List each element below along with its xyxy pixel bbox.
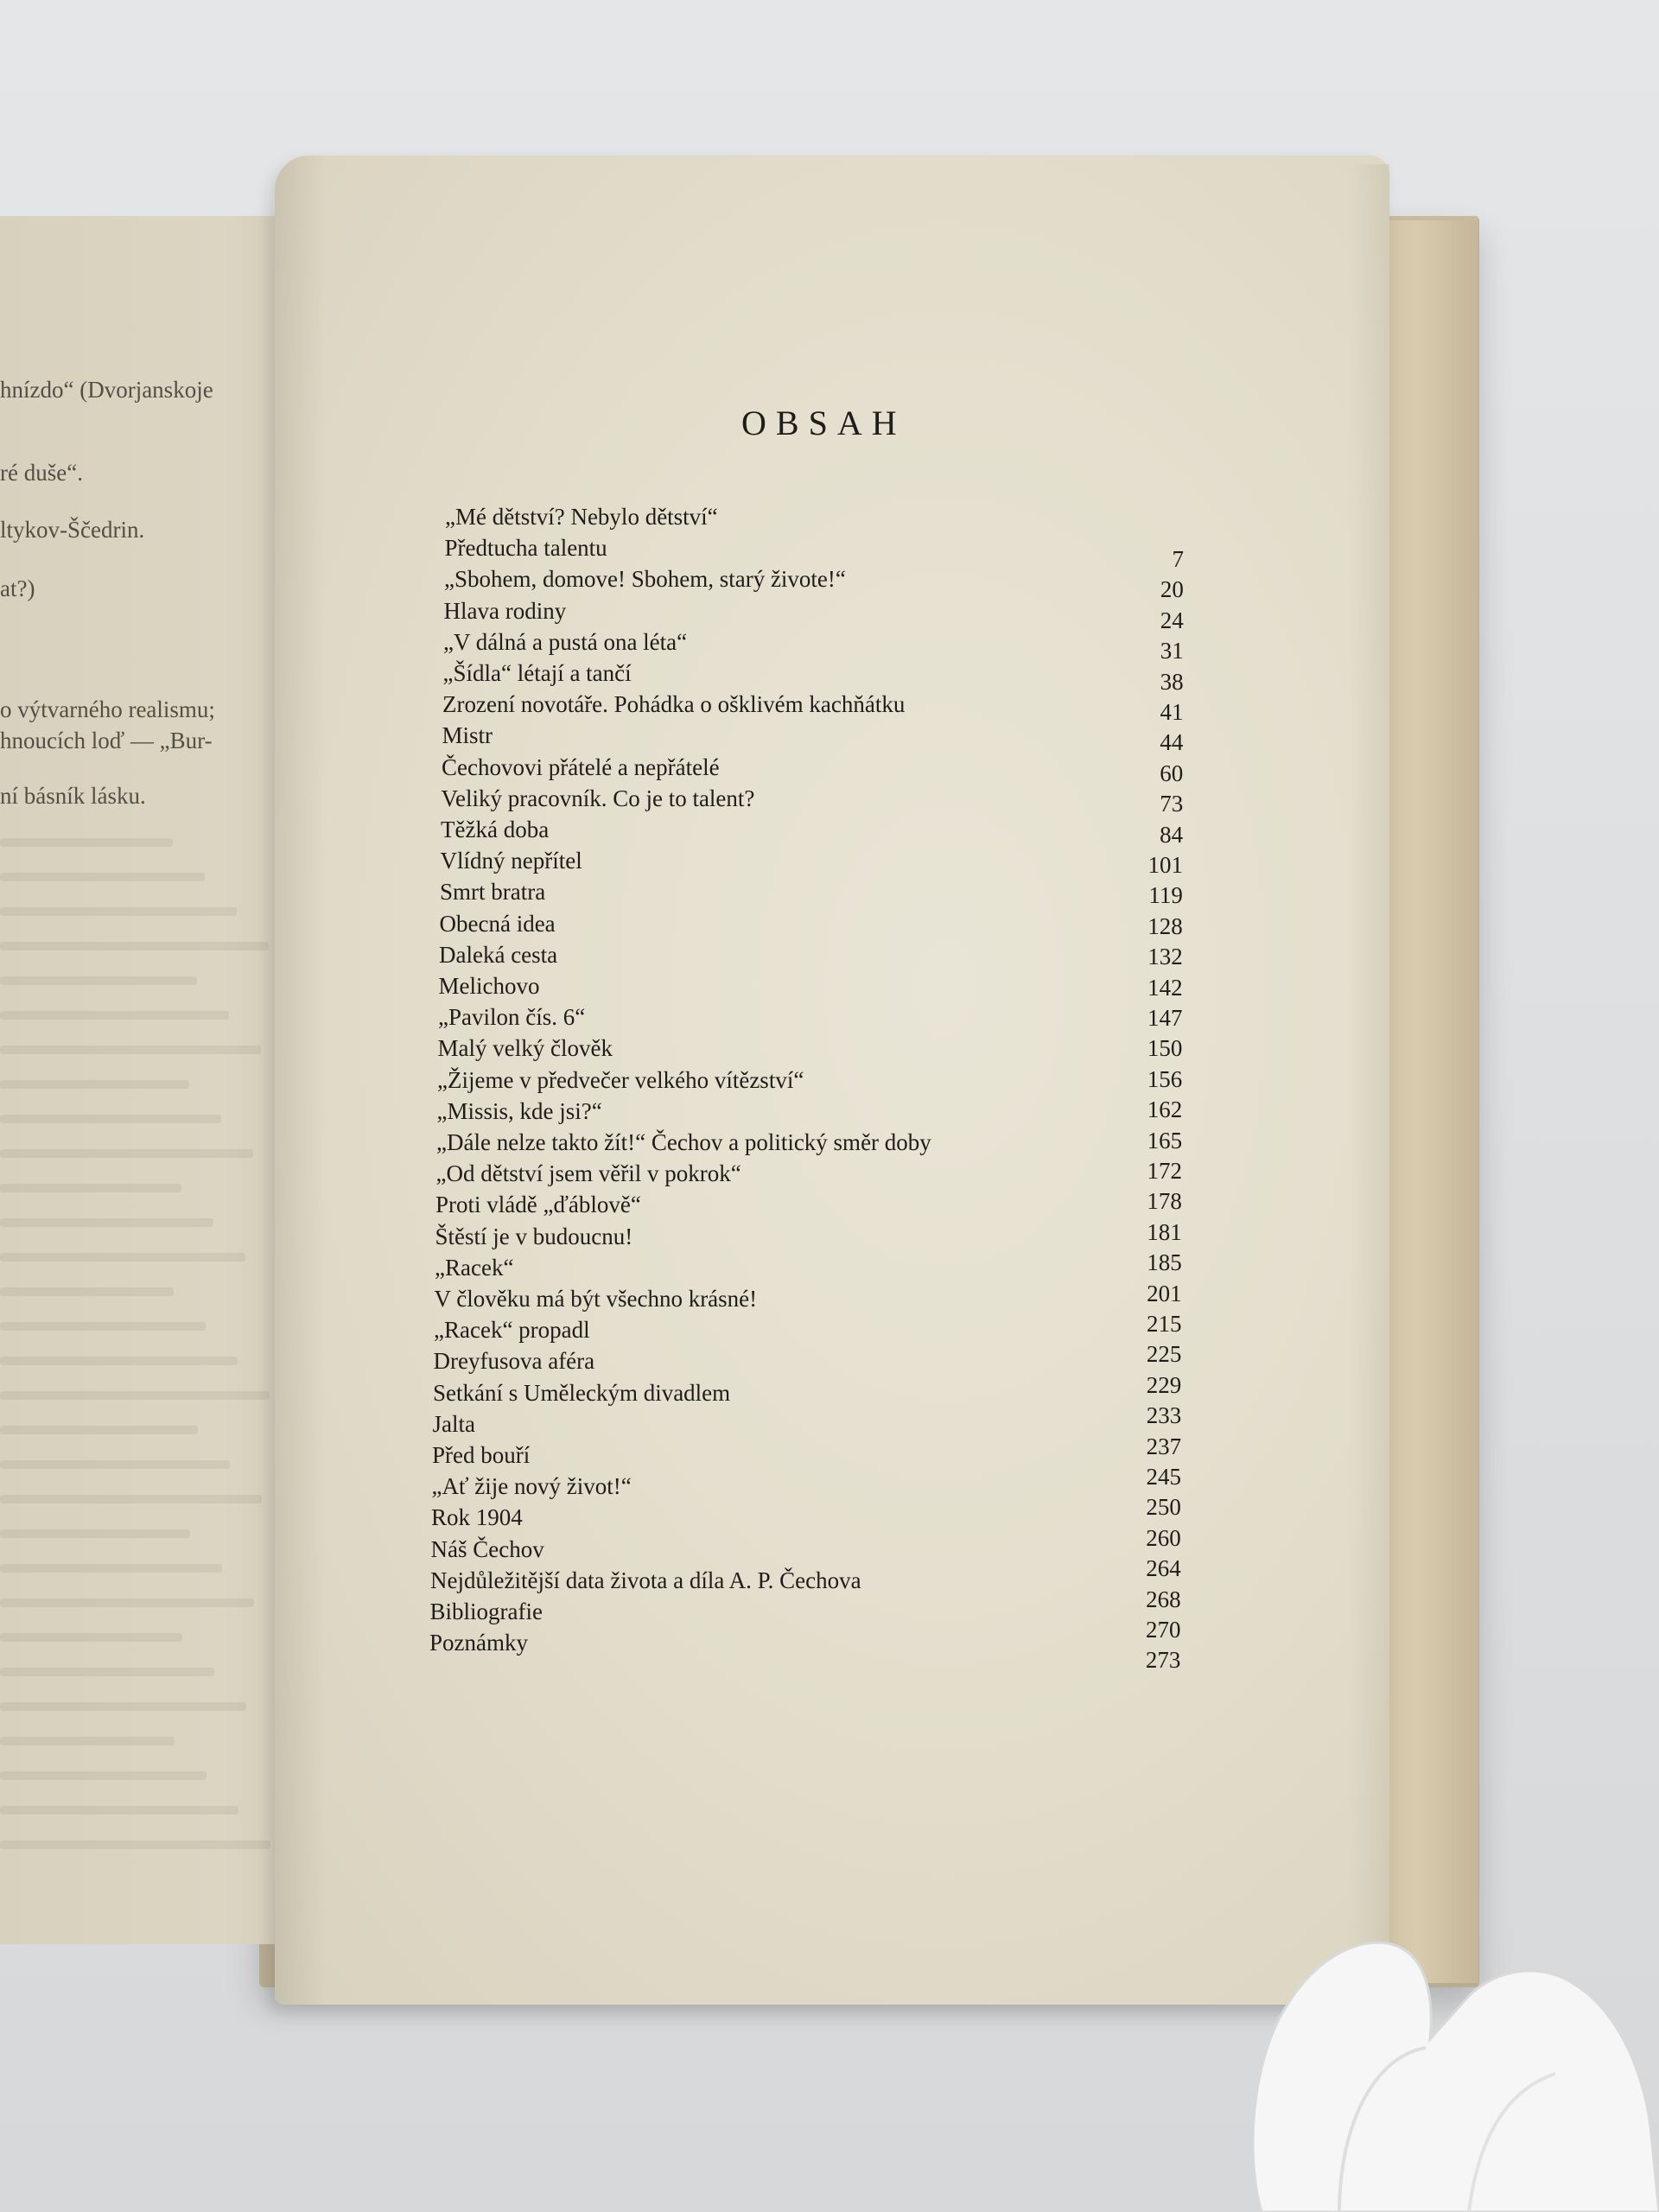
- left-page-line: at?): [0, 575, 35, 601]
- toc-entry-page: 147: [1147, 1005, 1183, 1031]
- toc-entry-page: 41: [1160, 699, 1184, 725]
- gloved-hand: [1210, 1901, 1659, 2212]
- toc-entry-page: 162: [1147, 1096, 1183, 1123]
- show-through-line: [0, 1529, 190, 1538]
- toc-entry-title: Mistr: [442, 722, 493, 749]
- toc-entry-title: „Pavilon čís. 6“: [438, 1004, 586, 1031]
- toc-entry-title: Veliký pracovník. Co je to talent?: [441, 785, 755, 811]
- toc-entry-page: 60: [1160, 760, 1184, 786]
- toc-entry-title: „Mé dětství? Nebylo dětství“: [445, 504, 718, 530]
- toc-entry-title: Rok 1904: [431, 1504, 523, 1531]
- toc-heading: OBSAH: [741, 404, 906, 442]
- toc-entry-page: 165: [1147, 1127, 1183, 1154]
- show-through-line: [0, 1495, 262, 1503]
- toc-entry-title: Hlava rodiny: [443, 597, 567, 624]
- toc-entry-title: „Racek“ propadl: [434, 1317, 590, 1344]
- toc-entry-title: Jalta: [432, 1410, 475, 1437]
- show-through-line: [0, 1391, 270, 1400]
- show-through-line: [0, 1564, 222, 1573]
- show-through-line: [0, 1322, 206, 1331]
- toc-entry-title: Čechovovi přátelé a nepřátelé: [442, 753, 720, 780]
- show-through-line: [0, 1218, 213, 1227]
- toc-entry-title: Náš Čechov: [430, 1535, 544, 1562]
- show-through-line: [0, 1460, 230, 1469]
- toc-entry-title: „Ať žije nový život!“: [431, 1473, 632, 1500]
- toc-entry-page: 132: [1147, 944, 1183, 970]
- left-page: [0, 216, 320, 1944]
- toc-entry-title: „Missis, kde jsi?“: [436, 1097, 602, 1124]
- show-through-line: [0, 1599, 254, 1607]
- toc-entry-page: 229: [1146, 1371, 1182, 1398]
- toc-entry-page: 237: [1146, 1433, 1182, 1459]
- toc-entry-page: 20: [1160, 576, 1184, 603]
- toc-entry-page: 119: [1148, 882, 1183, 909]
- left-page-line: hnízdo“ (Dvorjanskoje: [0, 377, 213, 403]
- show-through-line: [0, 1668, 214, 1676]
- toc-entry-title: Setkání s Uměleckým divadlem: [433, 1379, 731, 1406]
- show-through-line: [0, 1702, 246, 1711]
- toc-entry-title: „V dálná a pustá ona léta“: [443, 628, 688, 655]
- toc-entry-page: 142: [1147, 974, 1183, 1001]
- show-through-line: [0, 1011, 229, 1020]
- show-through-line: [0, 1737, 175, 1745]
- toc-entry-page: 233: [1146, 1402, 1182, 1429]
- show-through-line: [0, 1633, 182, 1642]
- toc-entry-page: 150: [1147, 1035, 1183, 1062]
- toc-entry-page: 24: [1160, 607, 1184, 633]
- toc-entry-title: Poznámky: [429, 1630, 528, 1656]
- page-edge-shadow: [1348, 164, 1389, 1996]
- toc-entry-title: Obecná idea: [439, 910, 556, 937]
- toc-entry-title: „Sbohem, domove! Sbohem, starý živote!“: [444, 566, 846, 593]
- left-page-line: ní básník lásku.: [0, 783, 146, 809]
- toc-entry-title: „Racek“: [435, 1254, 514, 1281]
- toc-entry-title: Malý velký člověk: [437, 1035, 613, 1062]
- toc-entry-page: 101: [1147, 852, 1183, 878]
- cover-spine-edge: [1374, 220, 1478, 1983]
- toc-entry-page: 250: [1146, 1494, 1181, 1521]
- toc-entry-page: 225: [1146, 1341, 1182, 1368]
- toc-entry-page: 84: [1160, 821, 1184, 848]
- show-through-line: [0, 1840, 270, 1849]
- left-page-line: ré duše“.: [0, 460, 83, 486]
- show-through-line: [0, 1287, 174, 1296]
- toc-entry-page: 268: [1146, 1586, 1181, 1612]
- toc-entry-title: Nejdůležitější data života a díla A. P. Čechova: [430, 1567, 861, 1593]
- show-through-line: [0, 976, 197, 985]
- toc-entry-page: 178: [1147, 1188, 1182, 1215]
- show-through-line: [0, 838, 173, 847]
- toc-entry-title: Předtucha talentu: [444, 535, 607, 562]
- toc-entry-title: „Od dětství jsem věřil v pokrok“: [435, 1160, 741, 1187]
- toc-entry-page: 44: [1160, 729, 1184, 756]
- toc-entry-title: Dreyfusova aféra: [433, 1348, 595, 1375]
- toc-entry-title: „Dále nelze takto žít!“ Čechov a politický směr doby: [436, 1129, 931, 1155]
- toc-entry-page: 181: [1147, 1218, 1182, 1245]
- show-through-line: [0, 873, 205, 881]
- show-through-line: [0, 1184, 181, 1192]
- toc-entry-page: 264: [1146, 1555, 1181, 1582]
- show-through-line: [0, 1115, 221, 1123]
- toc-entry-title: Melichovo: [438, 973, 540, 999]
- toc-entry-page: 273: [1145, 1647, 1181, 1674]
- left-page-line: o výtvarného realismu;: [0, 696, 215, 722]
- toc-entry-title: Před bouří: [432, 1442, 531, 1468]
- toc-entry-page: 128: [1147, 912, 1183, 939]
- toc-entry-page: 31: [1160, 638, 1184, 664]
- toc-entry-title: „Žijeme v předvečer velkého vítězství“: [437, 1066, 804, 1093]
- show-through-line: [0, 1771, 207, 1780]
- toc-entry-page: 172: [1147, 1158, 1182, 1184]
- toc-entry-title: Těžká doba: [441, 817, 550, 842]
- toc-entry-title: Bibliografie: [429, 1599, 543, 1624]
- left-page-line: ltykov-Ščedrin.: [0, 517, 145, 543]
- toc-entry-title: Daleká cesta: [439, 941, 558, 968]
- toc-entry-page: 7: [1172, 546, 1184, 572]
- toc-entry-page: 156: [1147, 1065, 1183, 1092]
- toc-entry-page: 215: [1147, 1311, 1182, 1337]
- toc-entry-title: Smrt bratra: [440, 879, 546, 906]
- toc-entry-title: „Šídla“ létají a tančí: [442, 660, 632, 686]
- show-through-line: [0, 1149, 253, 1158]
- toc-entry-page: 73: [1160, 791, 1184, 817]
- toc-entry-page: 245: [1146, 1464, 1181, 1490]
- show-through-line: [0, 907, 237, 916]
- show-through-line: [0, 942, 269, 950]
- toc-entry-title: Vlídný nepřítel: [440, 848, 582, 874]
- toc-entry-title: V člověku má být všechno krásné!: [434, 1286, 758, 1312]
- toc-entry-page: 185: [1147, 1249, 1182, 1276]
- show-through-line: [0, 1080, 189, 1089]
- show-through-line: [0, 1357, 238, 1365]
- toc-entry-page: 260: [1146, 1524, 1181, 1551]
- left-page-line: hnoucích loď — „Bur-: [0, 728, 213, 753]
- show-through-line: [0, 1253, 245, 1262]
- show-through-line: [0, 1426, 198, 1434]
- show-through-line: [0, 1806, 238, 1815]
- toc-entry-title: Zrození novotáře. Pohádka o ošklivém kachňátku: [442, 691, 906, 718]
- page-gutter-shadow: [275, 156, 327, 2005]
- toc-entry-page: 270: [1146, 1617, 1181, 1643]
- toc-entry-page: 38: [1160, 668, 1184, 695]
- toc-entry-title: Štěstí je v budoucnu!: [435, 1223, 633, 1249]
- toc-entry-title: Proti vládě „ďáblově“: [435, 1192, 641, 1218]
- toc-entry-page: 201: [1147, 1280, 1182, 1306]
- show-through-line: [0, 1046, 261, 1054]
